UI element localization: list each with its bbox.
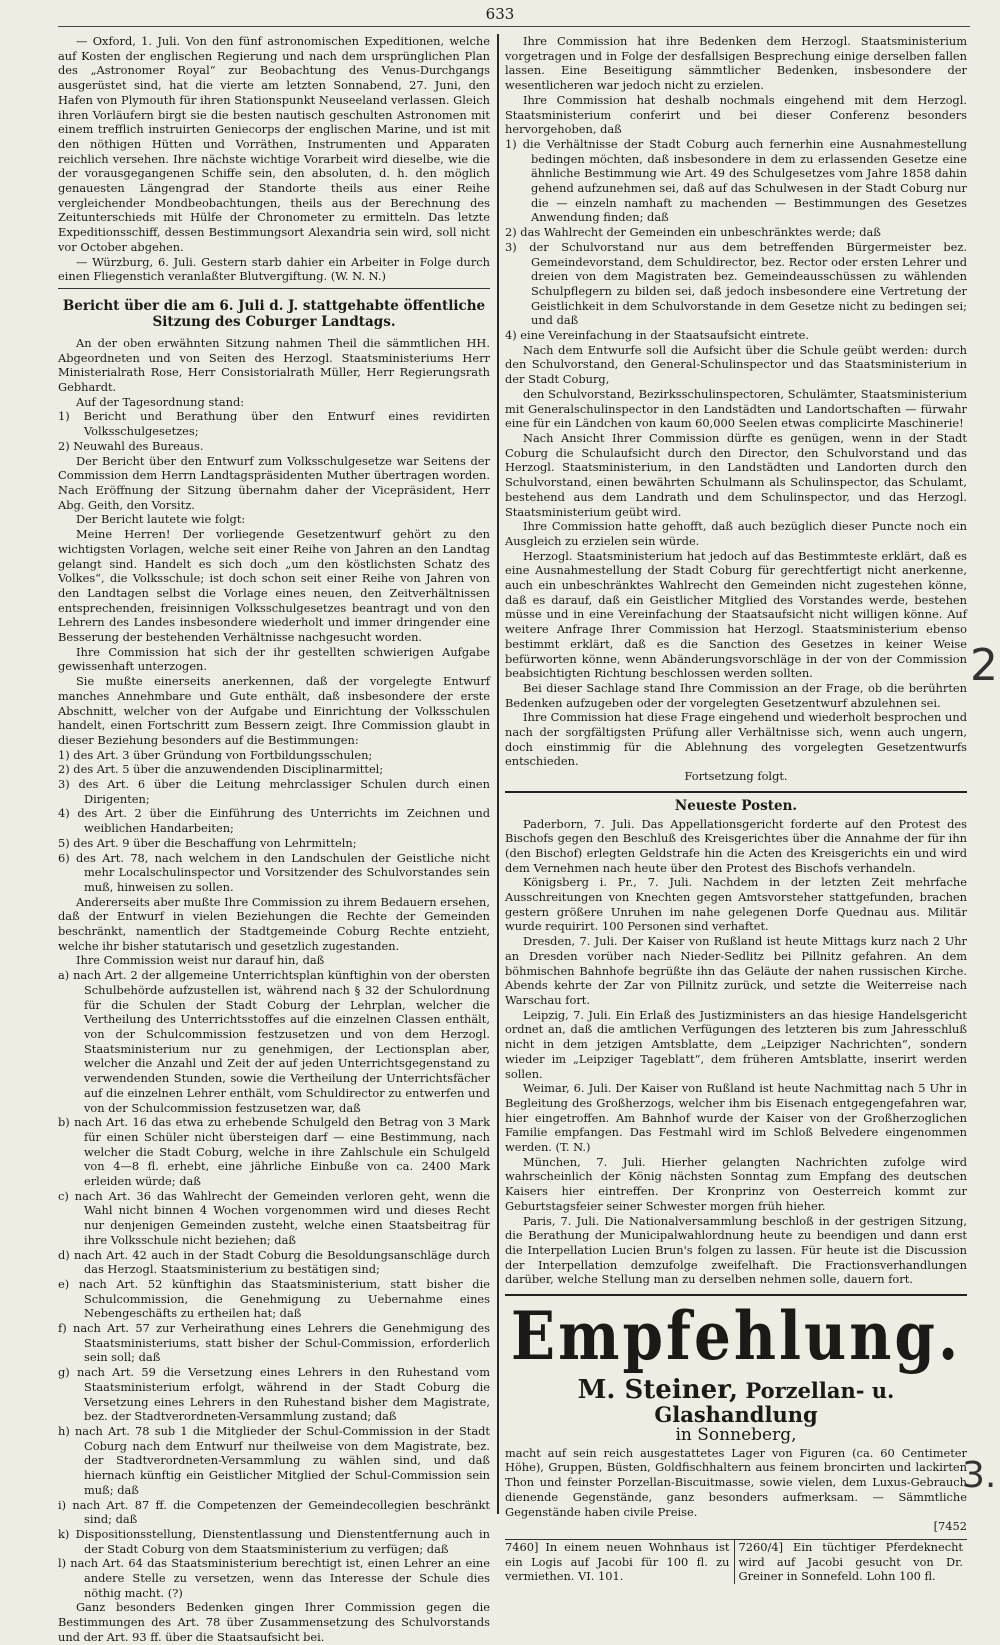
margin-mark: 3. [962,1455,997,1496]
top-rule [58,26,970,27]
report-paragraph: Ihre Commission weist nur darauf hin, daß [76,953,325,968]
provision-item: 6) des Art. 78, nach welchem in den Landschulen der Geistliche nicht mehr Localschulinspector und Vorsitzender des Schulvorstandes sein muß, hinweisen zu sollen. [58,850,490,894]
report-paragraph: Meine Herren! Der vorliegende Gesetzentwurf gehört zu den wichtigsten Vorlagen, welche seit einer Reihe von Jahren an den Landtag gelangt sind. Handelt es sich doch „um den köstlichsten Schatz des Volkes“, die Volksschule; ist doch schon seit einer Reihe von Jahren von den Landtagen selbst die Vorlage eines neuen, den Zeitverhältnissen entsprechenden, freisinnigen Volksschulgesetzes beantragt und von den Lehrern des Landes insbesondere wiederholt und immer dringender eine Besserung der bestehenden Verhältnisse nachgesucht worden. [58,527,490,645]
agenda-item: 1) Bericht und Berathung über den Entwurf eines revidirten Volksschulgesetzes; [58,409,490,439]
objection-item: b) nach Art. 16 das etwa zu erhebende Schulgeld den Betrag von 3 Mark für einen Schüler nicht übersteigen darf — eine Bestimmung, nach welcher die Stadt Coburg, welche in ihre Zahlschule ein Schulgeld von 4—8 fl. erhebt, eine jährliche Einbuße von ca. 2400 Mark erleiden würde; daß [58,1115,490,1189]
ad-title: Empfehlung. [510,1296,962,1376]
objection-item: h) nach Art. 78 sub 1 die Mitglieder der Schul-Commission in der Stadt Coburg nach dem Entwurf nur theilweise von dem Magistrate, bez. der Stadtverordneten-Versammlung zu wählen sind, und daß hiernach künftig ein Geistlicher Mitglied der Schul-Commission sein muß; daß [58,1423,490,1497]
report-paragraph: Ihre Commission hat ihre Bedenken dem Herzogl. Staatsministerium vorgetragen und in Folge der desfallsigen Besprechung einige derselben fallen lassen. Eine Beseitigung sämmtlicher Bedenken, insbesondere der wesentlicheren war jedoch nicht zu erzielen. [505,34,967,93]
left-column [58,34,490,1645]
objection-item: f) nach Art. 57 zur Verheirathung eines Lehrers die Genehmigung des Staatsministeriums, statt bisher der Schul-Commission, erforderlich sein soll; daß [58,1321,490,1365]
continuation-note: Fortsetzung folgt. [684,769,788,784]
report-paragraph: Ihre Commission hat diese Frage eingehend und wiederholt besprochen und nach der sorgfältigsten Prüfung aller Verhältnisse sich, wenn auch ungern, doch einstimmig für die Ablehnung des vorgelegten Gesetzentwurfs entschieden. [505,710,967,769]
news-item: Dresden, 7. Juli. Der Kaiser von Rußland ist heute Mittags kurz nach 2 Uhr an Dresden vorüber nach Nieder-Sedlitz bei Pillnitz gefahren. An dem böhmischen Bahnhofe begrüßte ihn das Geläute der nahen russischen Kirche. Abends kehrte der Zar von Pillnitz zurück, und setzte die Weiterreise nach Warschau fort. [505,934,967,1007]
news-oxford: — Oxford, 1. Juli. Von den fünf astronomischen Expeditionen, welche auf Kosten der englischen Regierung und nach dem ursprünglichen Plan des „Astronomer Royal“ zur Beobachtung des Venus-Durchgangs ausgerüstet sind, hat die vierte am letzten Sonnabend, 27. Juni, den Hafen von Plymouth für ihren Stationspunkt Neuseeland verlassen. Gleich ihren Vorläufern birgt sie die besten nautisch geschulten Astronomen mit einem trefflich instruirten Geniecorps der englischen Marine, und ist mit den nöthigen Hütten und Vorräthen, Instrumenten und Apparaten reichlich versehen. Ihre nächste wichtige Vorarbeit wird dieselbe, wie die der vorausgegangenen Schiffe sein, den absoluten, d. h. den möglich genauesten Längengrad der Standorte theils aus einer Reihe vergleichender Mondbeobachtungen, theils aus der Berechnung des Zeitunterschieds mit Hülfe der Chronometer zu ermitteln. Das letzte Expeditionsschiff, dessen Bestimmungsort Alexandria sein wird, soll nicht vor October abgehen. [58,34,490,254]
report-paragraph: Der Bericht lautete wie folgt: [76,512,246,527]
report-heading: Bericht über die am 6. Juli d. J. stattgehabte öffentliche Sitzung des Coburger Landtags. [62,297,486,330]
separator [505,791,967,793]
conference-point: 1) die Verhältnisse der Stadt Coburg auch fernerhin eine Ausnahmestellung bedingen möchten, daß insbesondere in dem zu erlassenden Gesetze eine ähnliche Bestimmung wie Art. 49 des Schulgesetzes vom Jahre 1858 dahin gehend aufzunehmen sei, daß auf das Schulwesen in der Stadt Coburg nur die — einzeln namhaft zu machenden — Bestimmungen des Gesetzes Anwendung finden; daß [505,136,967,225]
report-intro: An der oben erwähnten Sitzung nahmen Theil die sämmtlichen HH. Abgeordneten und von Seiten des Herzogl. Staatsministeriums Herr Ministerialrath Rose, Herr Consistorialrath Müller, Herr Regierungsrath Gebhardt. [58,335,490,395]
conference-point: 4) eine Vereinfachung in der Staatsaufsicht eintrete. [505,328,810,343]
agenda-item: 2) Neuwahl des Bureaus. [58,438,204,453]
objection-item: c) nach Art. 36 das Wahlrecht der Gemeinden verloren geht, wenn die Wahl nicht binnen 4 Wochen vorgenommen wird und dieses Recht nur denjenigen Gemeinden zusteht, welche einen Staatsbeitrag für ihre Volksschule nicht beziehen; daß [58,1188,490,1247]
ad-code: [7452 [933,1519,967,1534]
report-paragraph: Ihre Commission hat sich der ihr gestellten schwierigen Aufgabe gewissenhaft unterzogen. [58,644,490,674]
objection-item: e) nach Art. 52 künftighin das Staatsministerium, statt bisher die Schulcommission, die Genehmigung zu Uebernahme eines Nebengeschäfts zu ertheilen hat; daß [58,1276,490,1321]
conference-points [505,137,967,343]
news-wuerzburg: — Würzburg, 6. Juli. Gestern starb dahier ein Arbeiter in Folge durch einen Fliegenstich veranlaßter Blutvergiftung. (W. N. N.) [58,254,490,284]
news-item: München, 7. Juli. Hierher gelangten Nachrichten zufolge wird wahrscheinlich der König nächsten Sonntag zum Empfang des deutschen Kaisers hier eintreffen. Der Kronprinz von Oesterreich kommt zur Geburtstagsfeier seiner Schwester morgen früh hieher. [505,1154,967,1213]
objection-item: l) nach Art. 64 das Staatsministerium berechtigt ist, einen Lehrer an eine andere Stelle zu versetzen, wenn das Interesse der Schule dies nöthig macht. (?) [58,1556,490,1600]
conference-point: 3) der Schulvorstand nur aus dem betreffenden Bürgermeister bez. Gemeindevorstand, dem Schuldirector, bez. Rector oder ersten Lehrer und dreien von dem Magistraten bez. Gemeindeausschüssen zu wählenden Schulpflegern zu bilden sei, daß jedoch insbesondere eine Vertretung der Geistlichkeit in dem Schulvorstande in dem Gesetze nicht zu bedingen sei; und daß [505,239,967,328]
objection-item: d) nach Art. 42 auch in der Stadt Coburg die Besoldungsanschläge durch das Herzogl. Staatsministerium zu bestätigen sind; [58,1247,490,1277]
news-heading: Neueste Posten. [674,797,798,814]
report-paragraph: Ganz besonders Bedenken gingen Ihrer Commission gegen die Bestimmungen des Art. 78 über Zusammensetzung des Schulvorstands und der Art. 93 ff. über die Staatsaufsicht bei. [58,1600,490,1644]
ad-firm-trade: Porzellan- u. Glashandlung [654,1378,895,1428]
news-item: Leipzig, 7. Juli. Ein Erlaß des Justizministers an das hiesige Handelsgericht ordnet an, daß die amtlichen Verfügungen des letzteren bis zum Jahresschluß nicht in dem jetzigen Amtsblatte, dem „Leipziger Nachrichten“, sondern wieder im „Leipziger Tageblatt“, dem früheren Amtsblatte, inserirt werden sollen. [505,1007,967,1081]
provisions-list [58,748,490,895]
provision-item: 2) des Art. 5 über die anzuwendenden Disciplinarmittel; [58,762,384,777]
provision-item: 5) des Art. 9 über die Beschaffung von Lehrmitteln; [58,835,357,850]
report-paragraph: Nach dem Entwurfe soll die Aufsicht über die Schule geübt werden: durch den Schulvorstand, den General-Schulinspector und das Staatsministerium in der Stadt Coburg, [505,342,967,387]
ad-firm [505,1375,967,1428]
provision-item: 4) des Art. 2 über die Einführung des Unterrichts im Zeichnen und weiblichen Handarbeiten; [58,806,490,836]
objection-item: k) Dispositionsstellung, Dienstentlassung und Dienstentfernung auch in der Stadt Coburg von dem Staatsministerium zu verfügen; daß [58,1526,490,1556]
provision-item: 1) des Art. 3 über Gründung von Fortbildungsschulen; [58,747,373,762]
page-number: 633 [485,5,515,23]
separator [58,288,490,289]
report-paragraph: Andererseits aber mußte Ihre Commission zu ihrem Bedauern ersehen, daß der Entwurf in vielen Beziehungen die Rechte der Gemeinden beschränkt, namentlich der Stadtgemeinde Coburg Rechte entzieht, welche ihr bisher statutarisch und gesetzlich zugestanden. [58,894,490,953]
report-paragraph: Ihre Commission hat deshalb nochmals eingehend mit dem Herzogl. Staatsministerium conferirt und bei dieser Conferenz besonders hervorgehoben, daß [505,92,967,137]
separator [505,1294,967,1296]
ad-firm-name: M. Steiner, [577,1375,739,1406]
agenda-label: Auf der Tagesordnung stand: [76,394,245,409]
news-item: Paris, 7. Juli. Die Nationalversammlung beschloß in der gestrigen Sitzung, die Berathung der Municipalwahlordnung heute zu beendigen und dann erst die Interpellation Lucien Brun's folgen zu lassen. Für heute ist die Discussion der Interpellation demzufolge zweifelhaft. Die Fractionsverhandlungen darüber, welche Stellung man zu derselben nehmen solle, dauern fort. [505,1213,967,1287]
conference-point: 2) das Wahlrecht der Gemeinden ein unbeschränktes werde; daß [505,225,881,240]
objection-item: i) nach Art. 87 ff. die Competenzen der Gemeindecollegien beschränkt sind; daß [58,1497,490,1527]
report-paragraph: Nach Ansicht Ihrer Commission dürfte es genügen, wenn in der Stadt Coburg die Schulaufsicht durch den Director, den Schulvorstand und das Herzogl. Staatsministerium, in den Landstädten und Landorten durch den Schulvorstand, einen bewährten Schulmann als Schulinspector, das Schulamt, bestehend aus dem Landrath und dem Schulinspector, und das Herzogl. Staatsministerium geübt wird. [505,430,967,519]
classifieds [505,1539,967,1584]
column-divider [497,34,499,1514]
right-column [505,34,967,1584]
news-item: Paderborn, 7. Juli. Das Appellationsgericht forderte auf den Protest des Bischofs gegen den Beschluß des Kreisgerichtes über die Annahme der für ihn (den Bischof) erlegten Geldstrafe hin die Acten des Kreisgerichts ein und wird dem Vernehmen nach heute über den Protest des Bischofs verhandeln. [505,816,967,875]
report-paragraph: Sie mußte einerseits anerkennen, daß der vorgelegte Entwurf manches Annehmbare und Gute enthält, daß insbesondere der erste Abschnitt, welcher von der Aufgabe und Einrichtung der Volksschulen handelt, einen Fortschritt zum Bessern zeigt. Ihre Commission glaubt in dieser Beziehung besonders auf die Bestimmungen: [58,674,490,747]
report-paragraph: Herzogl. Staatsministerium hat jedoch auf das Bestimmteste erklärt, daß es eine Ausnahmestellung der Stadt Coburg für gerechtfertigt nicht anerkenne, auch ein unbeschränktes Wahlrecht den Gemeinden nicht zugestehen könne, daß es darauf, daß ein Geistlicher Mitglied des Vorstandes werde, bestehen müsse und in eine Vereinfachung der Staatsaufsicht nicht willigen könne. Auf weitere Anfrage Ihrer Commission hat Herzogl. Staatsministerium ebenso bestimmt erklärt, daß es die Sanction des Gesetzes in keiner Weise befürworten könne, wenn Abänderungsvorschläge in der von der Commission beabsichtigten Richtung beschlossen werden sollten. [505,548,967,681]
ad-place: in Sonneberg, [675,1425,797,1446]
report-paragraph: Bei dieser Sachlage stand Ihre Commission an der Frage, ob die berührten Bedenken aufzugeben oder der vorgelegten Gesetzentwurf abzulehnen sei. [505,680,967,710]
news-item: Königsberg i. Pr., 7. Juli. Nachdem in der letzten Zeit mehrfache Ausschreitungen von Knechten gegen Amtsvorsteher stattgefunden, brachen gestern größere Unruhen im nahe gelegenen Dorfe Quednau aus. Militär wurde requirirt. 100 Personen sind verhaftet. [505,875,967,934]
agenda-list [58,409,490,453]
classified-ad: 7260/4] Ein tüchtiger Pferdeknecht wird auf Jacobi gesucht von Dr. Greiner in Sonnefeld. Lohn 100 fl. [734,1540,968,1584]
advertisement [505,1296,967,1534]
report-paragraph: Ihre Commission hatte gehofft, daß auch bezüglich dieser Puncte noch ein Ausgleich zu erzielen sein würde. [505,519,967,548]
objections-list [58,968,490,1600]
report-paragraph: Der Bericht über den Entwurf zum Volksschulgesetze war Seitens der Commission dem Herrn Landtagspräsidenten Muther übertragen worden. Nach Eröffnung der Sitzung übernahm daher der Vicepräsident, Herr Abg. Geith, den Vorsitz. [58,453,490,512]
objection-item: a) nach Art. 2 der allgemeine Unterrichtsplan künftighin von der obersten Schulbehörde aufzustellen ist, während nach § 32 der Schulordnung für die Schulen der Stadt Coburg der Lehrplan, welcher die Vertheilung des Unterrichtsstoffes auf die einzelnen Classen enthält, von der Schulcommission festzusetzen und von dem Herzogl. Staatsministerium nur zu genehmigen, der Lectionsplan aber, welcher die Anzahl und Zeit der auf jeden Unterrichtsgegenstand zu verwendenden Stunden, sowie die Vertheilung der Unterrichtsfächer auf die einzelnen Lehrer enthält, vom Schuldirector zu entwerfen und von der Schulcommission festzusetzen war, daß [58,968,490,1115]
report-paragraph: den Schulvorstand, Bezirksschulinspectoren, Schulämter, Staatsministerium mit Generalschulinspector in den Landstädten und Landortschaften — fürwahr eine für ein Ländchen von kaum 60,000 Seelen etwas complicirte Maschinerie! [505,386,967,431]
classified-ad: 7460] In einem neuen Wohnhaus ist ein Logis auf Jacobi für 100 fl. zu vermiethen. VI. 101. [505,1539,730,1584]
provision-item: 3) des Art. 6 über die Leitung mehrclassiger Schulen durch einen Dirigenten; [58,777,490,806]
news-item: Weimar, 6. Juli. Der Kaiser von Rußland ist heute Nachmittag nach 5 Uhr in Begleitung des Großherzogs, welcher ihm bis Eisenach entgegengefahren war, hier eingetroffen. Am Bahnhof wurde der Kaiser von der Großherzoglichen Familie empfangen. Das Festmahl wird im Schloß Belvedere eingenommen werden. (T. N.) [505,1081,967,1155]
ad-text: macht auf sein reich ausgestattetes Lager von Figuren (ca. 60 Centimeter Höhe), Gruppen, Büsten, Goldfischhaltern aus feinem broncirten und lackirten Thon und feinster Porzellan-Biscuitmasse, sowie vielen, dem Luxus-Gebrauch dienende Gegenstände, ganz besonders aufmerksam. — Sämmtliche Gegenstände haben civile Preise. [505,1445,967,1519]
objection-item: g) nach Art. 59 die Versetzung eines Lehrers in den Ruhestand vom Staatsministerium erfolgt, während in der Stadt Coburg die Versetzung eines Lehrers in den Ruhestand bisher dem Magistrate, bez. der Stadtverordneten-Versammlung zustand; daß [58,1365,490,1424]
margin-mark: 2 [970,640,998,691]
